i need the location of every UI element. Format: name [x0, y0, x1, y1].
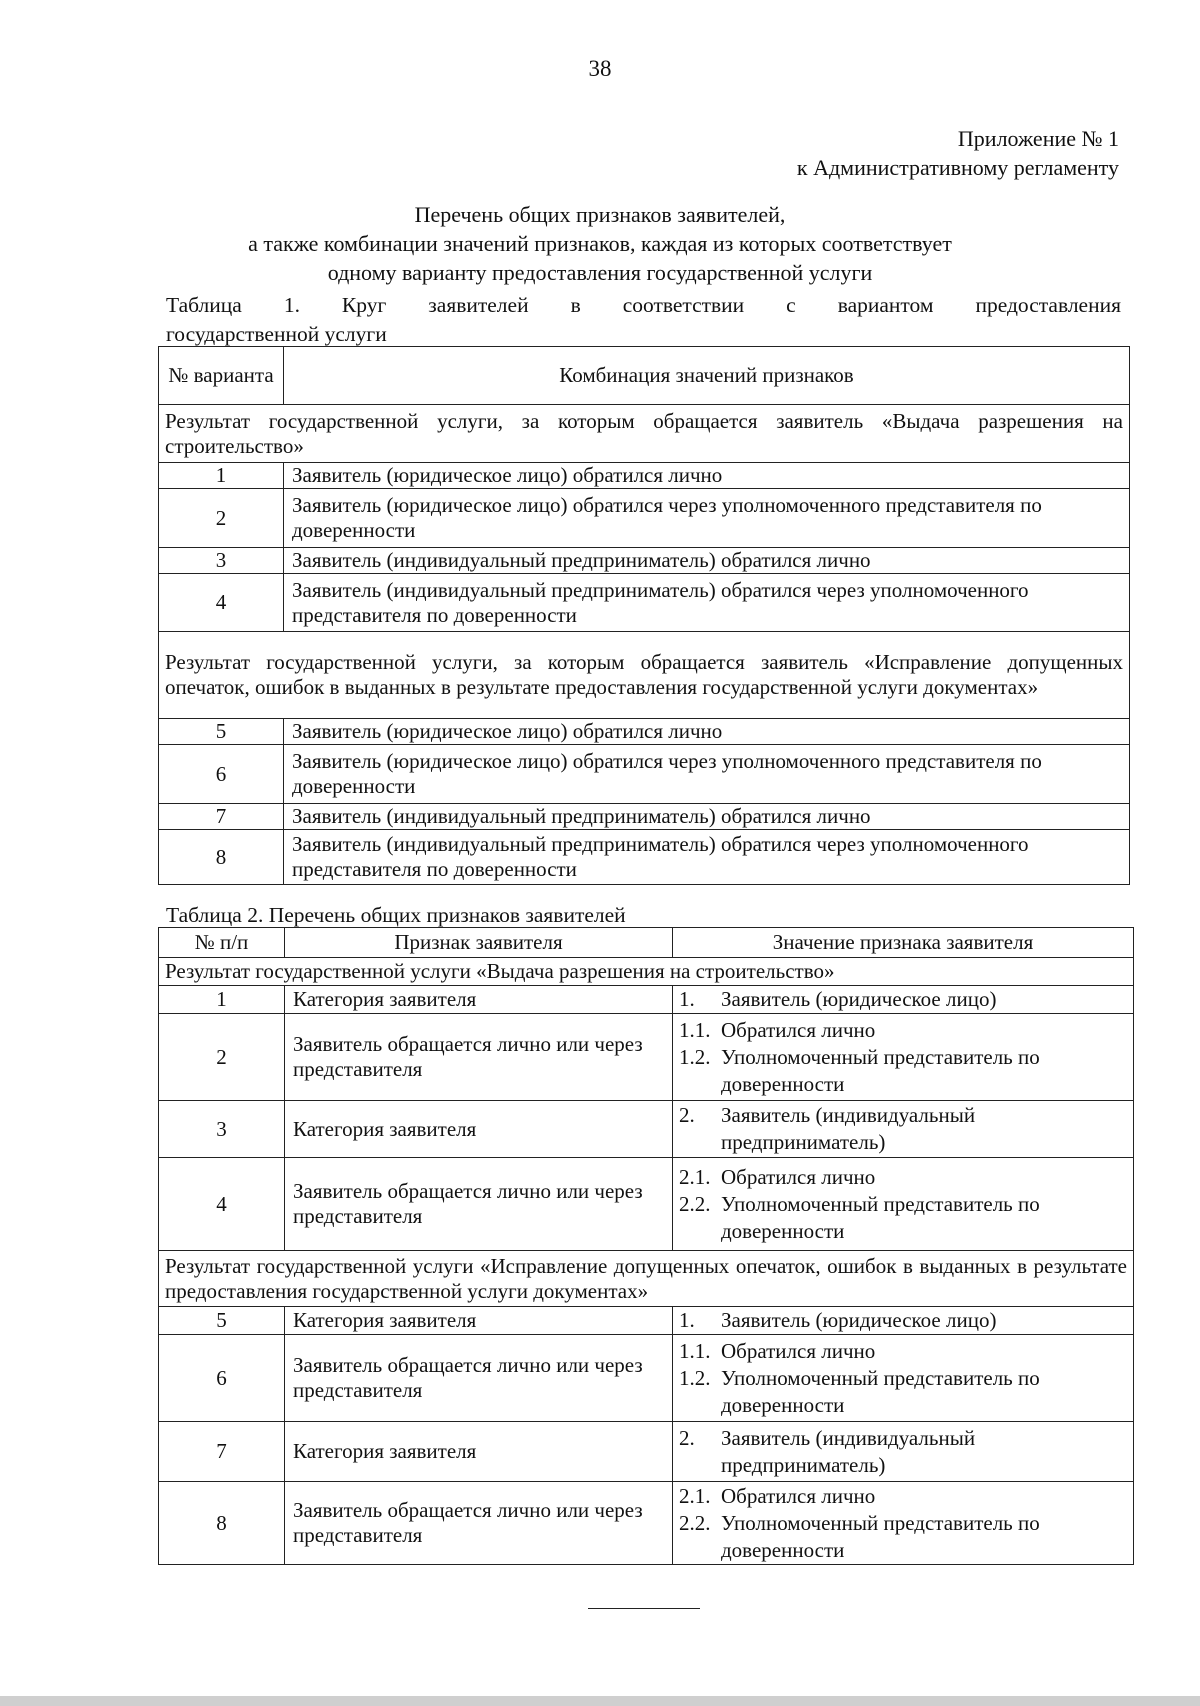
value-item: [679, 1307, 1127, 1334]
value-item: [679, 1425, 1127, 1479]
table-row: [159, 1307, 1134, 1335]
value-text: Заявитель (юридическое лицо): [721, 1308, 997, 1332]
value-item: [679, 986, 1127, 1013]
table1-section-row: [159, 632, 1130, 719]
value-number: 1.: [679, 987, 695, 1011]
variant-combination: Заявитель (индивидуальный предприниматель) обратился лично: [284, 804, 1130, 830]
value-text: Заявитель (юридическое лицо): [721, 987, 997, 1011]
value-text: Обратился лично: [721, 1338, 876, 1363]
value-text: Уполномоченный представитель по доверенности: [721, 1191, 1040, 1243]
value-number: 2.2.: [679, 1191, 711, 1216]
appendix-line-2: к Административному регламенту: [796, 155, 1119, 180]
value-item: [679, 1365, 1127, 1419]
sign-values: [673, 1307, 1134, 1335]
table-row: [159, 1482, 1134, 1565]
variant-number: 8: [159, 830, 284, 885]
table1-section-row: [159, 405, 1130, 463]
value-number: 2.1.: [679, 1164, 711, 1189]
title-line-2: а также комбинации значений признаков, каждая из которых соответствует: [248, 231, 952, 256]
variant-number: 2: [159, 489, 284, 548]
row-number: 6: [159, 1335, 285, 1422]
table1-header-comb: Комбинация значений признаков: [284, 347, 1130, 405]
table-row: [159, 830, 1130, 885]
table-row: [159, 1014, 1134, 1101]
value-number: 1.2.: [679, 1044, 711, 1069]
variant-number: 1: [159, 463, 284, 489]
table-row: [159, 1422, 1134, 1482]
table-row: [159, 804, 1130, 830]
table-row: [159, 986, 1134, 1014]
value-item: [679, 1191, 1127, 1245]
variant-combination: Заявитель (индивидуальный предприниматель) обратился через уполномоченного представителя по доверенности: [284, 830, 1130, 885]
table1-section-2: Результат государственной услуги, за которым обращается заявитель «Исправление допущенных опечаток, ошибок в выданных в результате предоставления государственной услуги документах»: [159, 632, 1130, 719]
value-item: [679, 1164, 1127, 1191]
value-number: 2.1.: [679, 1483, 711, 1508]
variant-combination: Заявитель (юридическое лицо) обратился через уполномоченного представителя по доверенности: [284, 489, 1130, 548]
variant-number: 3: [159, 548, 284, 574]
value-text: Заявитель (индивидуальный предприниматель): [721, 1103, 976, 1154]
variant-number: 4: [159, 574, 284, 632]
applicant-sign: Заявитель обращается лично или через представителя: [285, 1335, 673, 1422]
table2-section-row: [159, 1251, 1134, 1307]
sign-values: [673, 1422, 1134, 1482]
row-number: 3: [159, 1101, 285, 1158]
table-row: [159, 719, 1130, 745]
table1: [158, 346, 1130, 885]
value-text: Заявитель (индивидуальный предприниматель): [721, 1425, 976, 1477]
row-number: 5: [159, 1307, 285, 1335]
appendix-line-1: Приложение № 1: [957, 126, 1119, 151]
applicant-sign: Заявитель обращается лично или через представителя: [285, 1158, 673, 1251]
table2-header-num: № п/п: [159, 928, 285, 958]
table2-caption: Таблица 2. Перечень общих признаков заявителей: [166, 903, 626, 927]
variant-number: 7: [159, 804, 284, 830]
value-number: 1.1.: [679, 1338, 711, 1363]
table1-section-1: Результат государственной услуги, за которым обращается заявитель «Выдача разрешения на строительство»: [159, 405, 1130, 463]
end-rule-divider: [588, 1608, 700, 1609]
value-number: 2.: [679, 1425, 695, 1450]
table1-caption: Таблица 1. Круг заявителей в соответствии с вариантом предоставления: [166, 293, 1121, 317]
variant-combination: Заявитель (юридическое лицо) обратился лично: [284, 463, 1130, 489]
sign-values: [673, 1101, 1134, 1158]
table-row: [159, 548, 1130, 574]
value-number: 2.2.: [679, 1510, 711, 1535]
applicant-sign: Категория заявителя: [285, 1307, 673, 1335]
sign-values: [673, 1158, 1134, 1251]
table2-header-value: Значение признака заявителя: [673, 928, 1134, 958]
table-row: [159, 489, 1130, 548]
row-number: 8: [159, 1482, 285, 1565]
title-line-3: одному варианту предоставления государственной услуги: [327, 260, 873, 285]
title-line-1: Перечень общих признаков заявителей,: [414, 202, 786, 227]
page-number: 38: [588, 56, 612, 81]
applicant-sign: Категория заявителя: [285, 986, 673, 1014]
table-row: [159, 1101, 1134, 1158]
value-item: [679, 1017, 1127, 1044]
row-number: 4: [159, 1158, 285, 1251]
value-number: 2.: [679, 1103, 695, 1127]
sign-values: [673, 986, 1134, 1014]
table-row: [159, 574, 1130, 632]
table2-section-row: [159, 958, 1134, 986]
table2-section-2: Результат государственной услуги «Исправление допущенных опечаток, ошибок в выданных в результате предоставления государственной услуги документах»: [159, 1251, 1134, 1307]
table1-caption-cont: государственной услуги: [166, 322, 387, 346]
value-item: [679, 1483, 1127, 1510]
row-number: 7: [159, 1422, 285, 1482]
value-number: 1.2.: [679, 1365, 711, 1390]
applicant-sign: Категория заявителя: [285, 1101, 673, 1158]
value-text: Обратился лично: [721, 1483, 876, 1508]
row-number: 2: [159, 1014, 285, 1101]
table1-header-num: № варианта: [159, 347, 284, 405]
value-text: Уполномоченный представитель по доверенности: [721, 1044, 1040, 1096]
table2: [158, 927, 1134, 1565]
applicant-sign: Заявитель обращается лично или через представителя: [285, 1014, 673, 1101]
variant-combination: Заявитель (юридическое лицо) обратился через уполномоченного представителя по доверенности: [284, 745, 1130, 804]
value-number: 1.: [679, 1308, 695, 1332]
table2-header-sign: Признак заявителя: [285, 928, 673, 958]
applicant-sign: Заявитель обращается лично или через представителя: [285, 1482, 673, 1565]
value-text: Обратился лично: [721, 1017, 876, 1042]
table-row: [159, 463, 1130, 489]
variant-combination: Заявитель (индивидуальный предприниматель) обратился лично: [284, 548, 1130, 574]
scan-edge-strip: [0, 1696, 1200, 1706]
value-item: [679, 1044, 1127, 1098]
row-number: 1: [159, 986, 285, 1014]
sign-values: [673, 1014, 1134, 1101]
applicant-sign: Категория заявителя: [285, 1422, 673, 1482]
value-item: [679, 1338, 1127, 1365]
variant-combination: Заявитель (юридическое лицо) обратился лично: [284, 719, 1130, 745]
variant-combination: Заявитель (индивидуальный предприниматель) обратился через уполномоченного представителя по доверенности: [284, 574, 1130, 632]
table-row: [159, 1158, 1134, 1251]
value-text: Обратился лично: [721, 1164, 876, 1189]
sign-values: [673, 1482, 1134, 1565]
sign-values: [673, 1335, 1134, 1422]
document-title: [160, 200, 1040, 287]
variant-number: 5: [159, 719, 284, 745]
table-row: [159, 745, 1130, 804]
table1-header-row: [159, 347, 1130, 405]
table2-section-1: Результат государственной услуги «Выдача разрешения на строительство»: [159, 958, 1134, 986]
value-text: Уполномоченный представитель по доверенности: [721, 1365, 1040, 1417]
table-row: [159, 1335, 1134, 1422]
variant-number: 6: [159, 745, 284, 804]
table2-header-row: [159, 928, 1134, 958]
value-text: Уполномоченный представитель по доверенности: [721, 1510, 1040, 1562]
value-item: [679, 1102, 1127, 1156]
value-number: 1.1.: [679, 1017, 711, 1042]
value-item: [679, 1510, 1127, 1564]
